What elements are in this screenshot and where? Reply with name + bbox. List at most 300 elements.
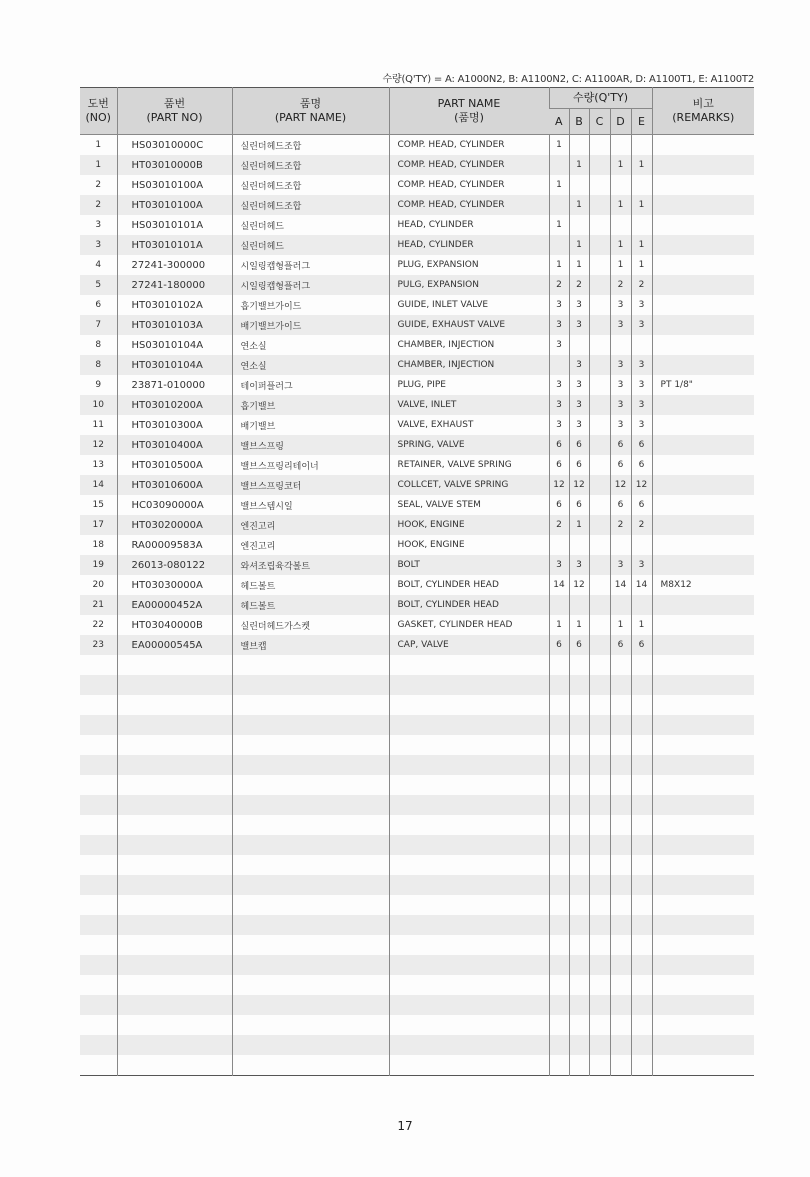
cell-qty-d (610, 855, 631, 875)
cell-qty-e: 2 (631, 515, 652, 535)
cell-qty-c (589, 495, 610, 515)
cell-qty-e (631, 915, 652, 935)
cell-name-en: RETAINER, VALVE SPRING (389, 455, 549, 475)
cell-part-no (117, 815, 232, 835)
cell-name-ko (232, 935, 389, 955)
cell-qty-b: 3 (569, 555, 589, 575)
cell-qty-b: 12 (569, 575, 589, 595)
table-row (80, 615, 754, 635)
cell-no: 8 (80, 355, 117, 375)
cell-part-no: HT03010104A (117, 355, 232, 375)
cell-qty-b: 3 (569, 355, 589, 375)
cell-qty-b (569, 775, 589, 795)
cell-qty-c (589, 175, 610, 195)
header-pname-en: PART NAME (437, 97, 501, 110)
cell-name-ko (232, 695, 389, 715)
cell-name-en: BOLT, CYLINDER HEAD (389, 575, 549, 595)
cell-part-no: HT03010100A (117, 195, 232, 215)
cell-qty-e (631, 335, 652, 355)
cell-name-ko: 배기밸브가이드 (232, 315, 389, 335)
cell-part-no (117, 675, 232, 695)
cell-qty-e: 3 (631, 295, 652, 315)
cell-qty-b (569, 1015, 589, 1035)
cell-qty-b (569, 915, 589, 935)
cell-part-no (117, 855, 232, 875)
cell-remark (652, 695, 754, 715)
cell-qty-a (549, 755, 569, 775)
cell-qty-e (631, 1035, 652, 1055)
cell-qty-c (589, 1035, 610, 1055)
cell-qty-e: 1 (631, 155, 652, 175)
cell-qty-b: 3 (569, 395, 589, 415)
cell-qty-c (589, 195, 610, 215)
cell-name-ko (232, 675, 389, 695)
cell-part-no: EA00000452A (117, 595, 232, 615)
cell-remark (652, 675, 754, 695)
table-row (80, 555, 754, 575)
cell-part-no (117, 715, 232, 735)
cell-qty-c (589, 615, 610, 635)
cell-remark (652, 515, 754, 535)
cell-qty-a (549, 735, 569, 755)
cell-qty-a: 3 (549, 415, 569, 435)
cell-qty-d (610, 995, 631, 1015)
cell-part-no (117, 875, 232, 895)
cell-qty-b (569, 695, 589, 715)
cell-qty-d (610, 215, 631, 235)
cell-qty-c (589, 875, 610, 895)
cell-qty-e: 6 (631, 455, 652, 475)
cell-name-ko: 시일링캡형플러그 (232, 255, 389, 275)
cell-qty-b (569, 835, 589, 855)
cell-qty-e (631, 1015, 652, 1035)
cell-qty-d (610, 795, 631, 815)
cell-name-en (389, 1055, 549, 1076)
cell-no: 15 (92, 500, 104, 510)
cell-no: 2 (80, 195, 117, 215)
cell-remark (652, 895, 754, 915)
cell-remark (652, 495, 754, 515)
cell-remark (652, 655, 754, 675)
cell-name-en (389, 795, 549, 815)
cell-name-ko: 헤드볼트 (232, 575, 389, 595)
cell-qty-e (631, 215, 652, 235)
cell-name-ko (232, 955, 389, 975)
cell-remark (652, 995, 754, 1015)
cell-part-no: 27241-180000 (117, 275, 232, 295)
cell-qty-a: 6 (549, 495, 569, 515)
cell-qty-e: 3 (631, 315, 652, 335)
cell-name-en: CAP, VALVE (389, 635, 549, 655)
cell-qty-c (589, 335, 610, 355)
table-row (80, 155, 754, 175)
cell-no: 23 (80, 635, 117, 655)
cell-qty-e (631, 875, 652, 895)
cell-name-ko: 연소실 (232, 355, 389, 375)
cell-no: 13 (92, 460, 104, 470)
cell-part-no: HT03010200A (117, 395, 232, 415)
cell-qty-e: 6 (631, 495, 652, 515)
cell-name-ko: 테이퍼플러그 (232, 375, 389, 395)
empty-row (80, 755, 754, 775)
cell-qty-e: 3 (631, 355, 652, 375)
cell-qty-e (631, 815, 652, 835)
cell-name-en (389, 775, 549, 795)
empty-row (80, 915, 754, 935)
cell-no: 9 (95, 380, 102, 390)
cell-qty-e (631, 715, 652, 735)
cell-name-ko: 실린더헤드 (232, 235, 389, 255)
table-row (80, 455, 754, 475)
cell-part-no (117, 895, 232, 915)
cell-qty-e (631, 675, 652, 695)
cell-part-no (117, 995, 232, 1015)
cell-remark (652, 435, 754, 455)
cell-qty-c (589, 815, 610, 835)
cell-no: 14 (80, 475, 117, 495)
cell-qty-d (610, 935, 631, 955)
cell-no: 4 (95, 260, 102, 270)
cell-name-en (389, 875, 549, 895)
header-part-name-english (389, 88, 549, 135)
cell-name-en: CHAMBER, INJECTION (389, 355, 549, 375)
empty-row (80, 855, 754, 875)
cell-remark (652, 475, 754, 495)
cell-name-ko: 헤드볼트 (232, 595, 389, 615)
cell-part-no (117, 775, 232, 795)
cell-name-en: BOLT, CYLINDER HEAD (389, 595, 549, 615)
cell-name-ko (232, 1015, 389, 1035)
empty-row (80, 835, 754, 855)
cell-qty-d: 1 (610, 155, 631, 175)
cell-qty-e (631, 895, 652, 915)
header-no-ko: 도번 (87, 97, 109, 110)
cell-qty-d (610, 535, 631, 555)
empty-row (80, 735, 754, 755)
cell-qty-e (631, 695, 652, 715)
cell-qty-d: 3 (610, 315, 631, 335)
cell-qty-a (549, 795, 569, 815)
header-qty-b: B (569, 109, 589, 135)
cell-qty-a (549, 975, 569, 995)
cell-remark (652, 635, 754, 655)
table-row (80, 355, 754, 375)
cell-qty-c (589, 355, 610, 375)
cell-no: 11 (92, 420, 104, 430)
table-row (80, 315, 754, 335)
cell-qty-b: 1 (569, 235, 589, 255)
cell-no (80, 975, 117, 995)
cell-qty-d (610, 135, 631, 156)
cell-name-en (389, 1035, 549, 1055)
cell-qty-a: 1 (549, 135, 569, 156)
table-row (80, 215, 754, 235)
cell-qty-c (589, 1015, 610, 1035)
cell-qty-c (589, 915, 610, 935)
cell-qty-e (631, 595, 652, 615)
cell-name-en (389, 855, 549, 875)
cell-qty-a: 3 (549, 555, 569, 575)
cell-qty-c (589, 575, 610, 595)
cell-remark (652, 135, 754, 156)
cell-qty-c (589, 975, 610, 995)
cell-name-en (389, 995, 549, 1015)
cell-qty-c (589, 835, 610, 855)
cell-name-ko: 와셔조립육각볼트 (232, 555, 389, 575)
cell-qty-c (589, 775, 610, 795)
cell-remark (652, 235, 754, 255)
cell-name-en (389, 935, 549, 955)
cell-qty-c (589, 595, 610, 615)
cell-qty-c (589, 655, 610, 675)
cell-name-en: GUIDE, INLET VALVE (389, 295, 549, 315)
cell-qty-c (589, 215, 610, 235)
cell-qty-a: 1 (549, 615, 569, 635)
header-no-en: (NO) (85, 111, 111, 124)
cell-no (80, 755, 117, 775)
cell-qty-c (589, 995, 610, 1015)
cell-qty-d: 1 (610, 255, 631, 275)
cell-name-en (389, 755, 549, 775)
cell-qty-d (610, 915, 631, 935)
cell-qty-d (610, 595, 631, 615)
empty-row (80, 675, 754, 695)
cell-qty-b: 3 (569, 415, 589, 435)
cell-part-no: HT03010103A (117, 315, 232, 335)
cell-qty-c (589, 955, 610, 975)
table-row (80, 235, 754, 255)
cell-qty-b (569, 175, 589, 195)
cell-qty-a (549, 895, 569, 915)
cell-qty-b (569, 715, 589, 735)
cell-part-no: HS03010000C (117, 135, 232, 156)
header-qty-c: C (589, 109, 610, 135)
cell-no: 18 (92, 540, 104, 550)
cell-no: 2 (95, 180, 102, 190)
empty-row (80, 655, 754, 675)
cell-qty-a: 6 (549, 435, 569, 455)
cell-remark (652, 535, 754, 555)
cell-remark (652, 915, 754, 935)
cell-qty-b: 3 (569, 295, 589, 315)
cell-qty-d: 6 (610, 435, 631, 455)
cell-no (80, 1055, 117, 1076)
cell-qty-b: 3 (569, 375, 589, 395)
cell-part-no (117, 915, 232, 935)
cell-no (80, 655, 117, 675)
cell-qty-d: 14 (610, 575, 631, 595)
cell-qty-e: 1 (631, 615, 652, 635)
cell-no (80, 895, 117, 915)
empty-row (80, 775, 754, 795)
table-row (80, 255, 754, 275)
cell-qty-a (549, 675, 569, 695)
cell-name-ko (232, 655, 389, 675)
cell-no: 10 (80, 395, 117, 415)
cell-qty-b (569, 535, 589, 555)
cell-qty-e: 1 (631, 255, 652, 275)
cell-part-no (117, 1015, 232, 1035)
cell-name-ko: 흡기밸브 (232, 395, 389, 415)
cell-qty-d: 3 (610, 355, 631, 375)
cell-qty-b: 6 (569, 455, 589, 475)
empty-row (80, 795, 754, 815)
cell-qty-c (589, 235, 610, 255)
cell-qty-a (549, 855, 569, 875)
cell-qty-e (631, 795, 652, 815)
cell-qty-b (569, 1035, 589, 1055)
cell-qty-e (631, 135, 652, 156)
cell-qty-e (631, 1055, 652, 1076)
cell-qty-d: 1 (610, 615, 631, 635)
cell-no: 1 (95, 140, 102, 150)
cell-qty-d (610, 775, 631, 795)
cell-remark (652, 355, 754, 375)
cell-qty-c (589, 675, 610, 695)
cell-qty-d: 3 (610, 295, 631, 315)
cell-qty-d: 1 (610, 195, 631, 215)
cell-remark (652, 295, 754, 315)
cell-part-no: HT03010500A (117, 455, 232, 475)
cell-part-no: 23871-010000 (117, 375, 232, 395)
cell-part-no (117, 695, 232, 715)
cell-no: 3 (80, 235, 117, 255)
empty-row (80, 815, 754, 835)
cell-part-no: HT03010102A (117, 295, 232, 315)
cell-name-en (389, 1015, 549, 1035)
cell-qty-d (610, 675, 631, 695)
cell-no (80, 675, 117, 695)
cell-qty-e: 12 (631, 475, 652, 495)
cell-part-no: 27241-300000 (117, 255, 232, 275)
cell-qty-a (549, 1015, 569, 1035)
cell-qty-a: 14 (549, 575, 569, 595)
cell-qty-c (589, 515, 610, 535)
cell-qty-b: 1 (569, 615, 589, 635)
cell-remark (652, 595, 754, 615)
cell-qty-a: 3 (549, 335, 569, 355)
cell-qty-d (610, 1035, 631, 1055)
cell-qty-c (589, 155, 610, 175)
cell-qty-b: 1 (569, 255, 589, 275)
cell-remark (652, 255, 754, 275)
cell-qty-c (589, 255, 610, 275)
cell-qty-e: 3 (631, 375, 652, 395)
table-row (80, 495, 754, 515)
cell-no (80, 775, 117, 795)
cell-qty-d: 3 (610, 415, 631, 435)
cell-qty-a: 12 (549, 475, 569, 495)
cell-remark (652, 855, 754, 875)
cell-name-en (389, 655, 549, 675)
cell-name-en (389, 955, 549, 975)
cell-remark (652, 755, 754, 775)
cell-name-en: HOOK, ENGINE (389, 535, 549, 555)
header-qty: 수량(Q'TY) (549, 88, 652, 109)
cell-name-ko: 시일링캡형플러그 (232, 275, 389, 295)
cell-qty-b (569, 135, 589, 156)
cell-qty-d (610, 655, 631, 675)
cell-name-en: SEAL, VALVE STEM (389, 495, 549, 515)
cell-name-en: COMP. HEAD, CYLINDER (389, 195, 549, 215)
cell-part-no (117, 1055, 232, 1076)
cell-qty-c (589, 935, 610, 955)
cell-name-ko: 밸브캡 (232, 635, 389, 655)
cell-qty-e (631, 735, 652, 755)
cell-qty-b (569, 675, 589, 695)
cell-qty-a (549, 355, 569, 375)
cell-qty-e (631, 655, 652, 675)
cell-qty-d (610, 835, 631, 855)
header-part-name-ko: 품명 (299, 97, 322, 110)
cell-name-en (389, 835, 549, 855)
cell-part-no (117, 835, 232, 855)
cell-qty-a (549, 1055, 569, 1076)
cell-remark (652, 975, 754, 995)
cell-qty-a: 2 (549, 515, 569, 535)
cell-name-ko (232, 995, 389, 1015)
cell-part-no: HC03090000A (117, 495, 232, 515)
cell-qty-e (631, 835, 652, 855)
header-pname-ko: (품명) (454, 111, 484, 124)
cell-qty-c (589, 415, 610, 435)
cell-name-en (389, 675, 549, 695)
cell-qty-e: 6 (631, 435, 652, 455)
cell-remark (652, 275, 754, 295)
cell-part-no (117, 955, 232, 975)
cell-part-no: EA00000545A (117, 635, 232, 655)
cell-remark (652, 615, 754, 635)
cell-qty-e (631, 935, 652, 955)
cell-qty-d: 2 (610, 515, 631, 535)
cell-name-ko: 흡기밸브가이드 (232, 295, 389, 315)
cell-name-ko: 실린더헤드 (232, 215, 389, 235)
header-remarks-en: (REMARKS) (672, 111, 735, 124)
cell-part-no: HT03010000B (117, 155, 232, 175)
cell-qty-d (610, 975, 631, 995)
cell-qty-a: 1 (549, 175, 569, 195)
cell-qty-e (631, 975, 652, 995)
cell-no: 5 (80, 275, 117, 295)
cell-part-no: RA00009583A (117, 535, 232, 555)
table-row (80, 275, 754, 295)
table-row (80, 435, 754, 455)
cell-qty-e: 3 (631, 395, 652, 415)
table-row (80, 295, 754, 315)
cell-remark (652, 455, 754, 475)
cell-qty-d (610, 755, 631, 775)
cell-qty-d (610, 335, 631, 355)
table-row (80, 575, 754, 595)
cell-name-ko (232, 915, 389, 935)
cell-qty-e (631, 755, 652, 775)
table-row (80, 635, 754, 655)
cell-qty-e: 1 (631, 235, 652, 255)
cell-part-no (117, 1035, 232, 1055)
cell-no (80, 695, 117, 715)
cell-remark (652, 935, 754, 955)
cell-qty-a (549, 235, 569, 255)
cell-no (80, 875, 117, 895)
cell-qty-b: 3 (569, 315, 589, 335)
cell-qty-c (589, 455, 610, 475)
cell-no (80, 955, 117, 975)
header-qty-e: E (631, 109, 652, 135)
cell-remark (652, 395, 754, 415)
cell-name-ko: 밸브스프링코터 (232, 475, 389, 495)
cell-name-en (389, 915, 549, 935)
cell-remark (652, 835, 754, 855)
